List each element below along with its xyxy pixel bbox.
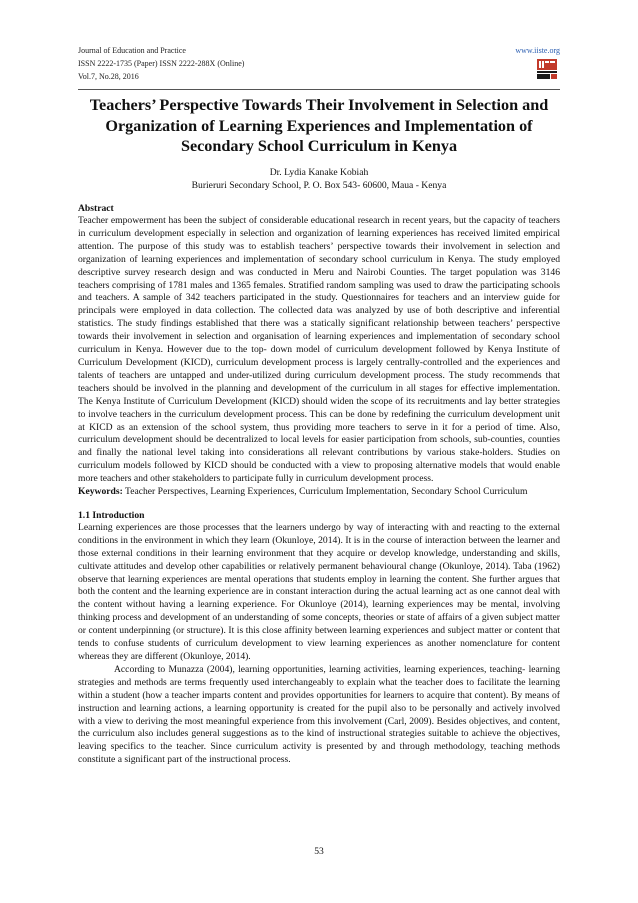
issn-line: ISSN 2222-1735 (Paper) ISSN 2222-288X (Online) [78,59,245,68]
header-right [515,44,560,57]
page-number: 53 [314,846,324,857]
abstract-heading: Abstract [78,203,114,214]
author-name: Dr. Lydia Kanake Kobiah [269,167,369,178]
volume-line: Vol.7, No.28, 2016 [78,72,139,81]
journal-url-link[interactable]: www.iiste.org [515,46,560,55]
paper-body [78,202,560,767]
introduction-paragraph-1: Learning experiences are those processes that the learners undergo by way of interacting with and reacting to the external conditions in the environment in which they learn (Okunloye, 2014). It is in the course of interaction between the learner and those external conditions in their learning environment that they acquire or develop knowledge, understanding and skills, cultivate attitudes and develop other capabilities or relatively permanent behavioural change (Okunloye, 2014). Taba (1962) observe that learning experiences are mental operations that students employ in learning the content. She further argues that both the content and the learning experience are in constant interaction during the actual learning act as one cannot deal with the content without having a learning experience. For Okunloye (2014), learning experiences may be mental, involving thinking process and development of an understanding of some concepts, theories or state of affairs of a given subject matter or content underpinning (or structure). It is this close affinity between learning experiences and subject matter or content that tends to confuse students of curriculum development to view learning experiences as another nomenclature for content whereas they are different (Okunloye, 2014). [78,521,560,662]
journal-header [78,44,560,90]
journal-name: Journal of Education and Practice [78,46,186,55]
author-block [78,166,560,192]
iiste-logo-icon [536,58,558,80]
paper-title: Teachers’ Perspective Towards Their Involvement in Selection and Organization of Learning Experiences and Implementation of Secondary School Curriculum in Kenya [89,96,549,155]
keywords-list: Teacher Perspectives, Learning Experiences, Curriculum Implementation, Secondary School Curriculum [125,486,528,498]
keywords-line [78,486,560,499]
header-divider [78,89,560,90]
introduction-paragraph-2: According to Munazza (2004), learning opportunities, learning activities, learning experiences, teaching- learning strategies and methods are terms frequently used interchangeably to explain what the teacher does to facilitate the learning within a student (how a teacher imparts content and provides opportunities for learners to acquire that content). By means of instruction and learning actions, a learning opportunity is created for the pupil also to be personally and actively involved with a view to deriving the most meaningful experience from this involvement (Carl, 2009). Besides objectives, and content, the curriculum also includes general suggestions as to the kind of instructional strategies suitable to achieve the objectives, leaving specifics to the teacher. Since curriculum activity is presented by and through methodology, teaching methods constitute a significant part of the instructional process. [78,663,560,766]
author-affiliation: Burieruri Secondary School, P. O. Box 543- 60600, Maua - Kenya [191,180,447,191]
introduction-heading: 1.1 Introduction [78,509,145,521]
keywords-label: Keywords: [78,486,123,498]
abstract-text: Teacher empowerment has been the subject of considerable educational research in recent years, but the capacity of teachers in curriculum development especially in selection and organization of learning experiences has received limited empirical attention. The purpose of this study was to establish teachers’ perspective towards their involvement in selection and organization of learning experiences and implementation of secondary school curriculum in Kenya. The study employed descriptive survey research design and was conducted in Meru and Nairobi Counties. The target population was 3146 teachers comprising of 1781 males and 1365 females. Stratified random sampling was used to draw the participating schools and teachers. A sample of 342 teachers participated in the study. Questionnaires for teachers and an interview guide for principals were employed in data collection. The collected data was analyzed by use of both descriptive and inferential statistics. The study findings established that there was a statically significant relationship between teachers’ perspective towards their involvement in selection and organisation of learning experiences and implementation of secondary school curriculum in Kenya. However due to the top- down model of curriculum development followed by Kenya Institute of Curriculum Development (KICD), curriculum development process is largely centrally-controlled and the experiences and talents of teachers are untapped and under-utilized during curriculum development process. The study recommends that teachers should be involved in the planning and development of the curriculum in all stages for effective implementation. The Kenya Institute of Curriculum Development (KICD) should widen the scope of its recruitments and lay better strategies to involve teachers in the curriculum development process. This can be done by redefining the curriculum development unit at KICD as an extension of the school system, thus providing more teachers to serve in it for a period of time. Also, curriculum development should be decentralized to local levels for easier participation from schools, sub-counties, counties and finally the national level taking into considerations all relevant contributions by various stake-holders. Studies on curriculum models followed by KICD should be conducted with a view to proposing alternative models that would enable more teachers and other stakeholders to participate fully in curriculum development process. [78,215,560,485]
